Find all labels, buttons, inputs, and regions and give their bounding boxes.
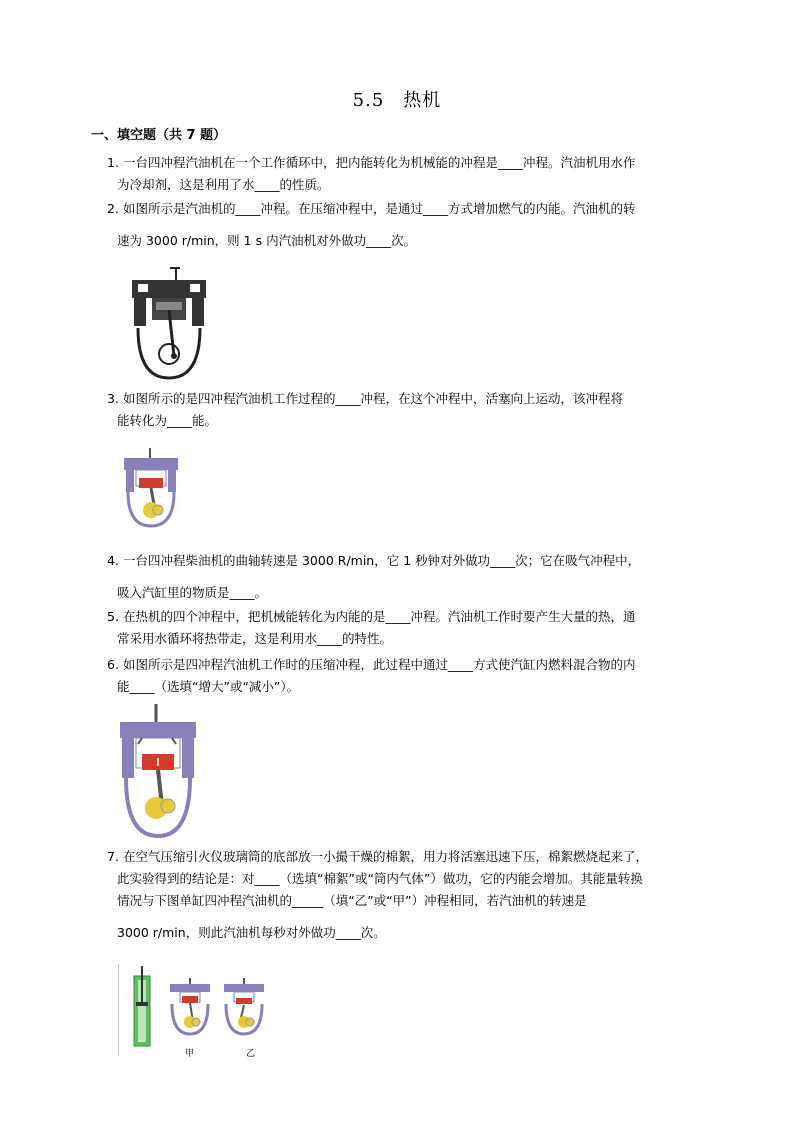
question-3 xyxy=(107,388,707,432)
engine-diagram-color xyxy=(122,448,180,528)
question-text: 在热机的四个冲程中，把机械能转化为内能的是____冲程。汽油机工作时要产生大量的热，通 xyxy=(123,609,636,624)
engine-jia xyxy=(170,978,210,1034)
page-title: 5.5 热机 xyxy=(352,90,442,111)
question-text-cont: 情况与下图单缸四冲程汽油机的_____（填“乙”或“甲”）冲程相同，若汽油机的转速是 xyxy=(117,893,587,908)
question-2 xyxy=(107,198,707,252)
question-text-cont: 此实验得到的结论是：对____（选填“棉絮”或“筒内气体”）做功，它的内能会增加。其能量转换 xyxy=(117,871,643,886)
question-5 xyxy=(107,606,707,650)
engine-diagram-compression xyxy=(128,266,210,384)
question-number: 7. xyxy=(107,849,119,864)
question-1 xyxy=(107,152,707,196)
question-text: 如图所示是四冲程汽油机工作时的压缩冲程，此过程中通过____方式使汽缸内燃料混合物的内 xyxy=(123,657,636,672)
question-text: 在空气压缩引火仪玻璃筒的底部放一小撮干燥的棉絮，用力将活塞迅速下压，棉絮燃烧起来了， xyxy=(123,849,649,864)
engine-yi xyxy=(224,978,264,1034)
question-text-cont: 3000 r/min，则此汽油机每秒对外做功____次。 xyxy=(117,925,386,940)
question-text: 如图所示是汽油机的____冲程。在压缩冲程中，是通过____方式增加燃气的内能。汽油机的转 xyxy=(123,201,636,216)
figure-label-jia: 甲 xyxy=(185,1049,195,1059)
question-number: 4. xyxy=(107,553,119,568)
figure-label-yi: 乙 xyxy=(246,1049,256,1059)
question-text-cont: 能转化为____能。 xyxy=(117,413,218,428)
question-text-cont: 能____（选填“增大”或“减小”）。 xyxy=(117,679,300,694)
question-number: 1. xyxy=(107,155,119,170)
question-6 xyxy=(107,654,707,698)
question-number: 3. xyxy=(107,391,119,406)
compression-experiment-figure xyxy=(118,962,278,1058)
question-text-cont: 常采用水循环将热带走，这是利用水____的特性。 xyxy=(117,631,393,646)
question-7 xyxy=(107,846,707,944)
section-heading: 一、填空题（共 7 题） xyxy=(91,128,227,143)
question-text-cont: 为冷却剂，这是利用了水____的性质。 xyxy=(117,177,330,192)
question-text: 如图所示的是四冲程汽油机工作过程的____冲程，在这个冲程中，活塞向上运动，该冲程将 xyxy=(123,391,624,406)
question-number: 2. xyxy=(107,201,119,216)
engine-diagram-compression-color xyxy=(118,704,198,838)
question-text: 一台四冲程汽油机在一个工作循环中，把内能转化为机械能的冲程是____冲程。汽油机用水作 xyxy=(123,155,636,170)
question-number: 5. xyxy=(107,609,119,624)
question-text-cont: 速为 3000 r/min，则 1 s 内汽油机对外做功____次。 xyxy=(117,233,417,248)
question-number: 6. xyxy=(107,657,119,672)
question-4 xyxy=(107,550,707,604)
question-text: 一台四冲程柴油机的曲轴转速是 3000 R/min，它 1 秒钟对外做功____次；它在吸气冲程中， xyxy=(123,553,641,568)
question-text-cont: 吸入汽缸里的物质是____。 xyxy=(117,585,268,600)
